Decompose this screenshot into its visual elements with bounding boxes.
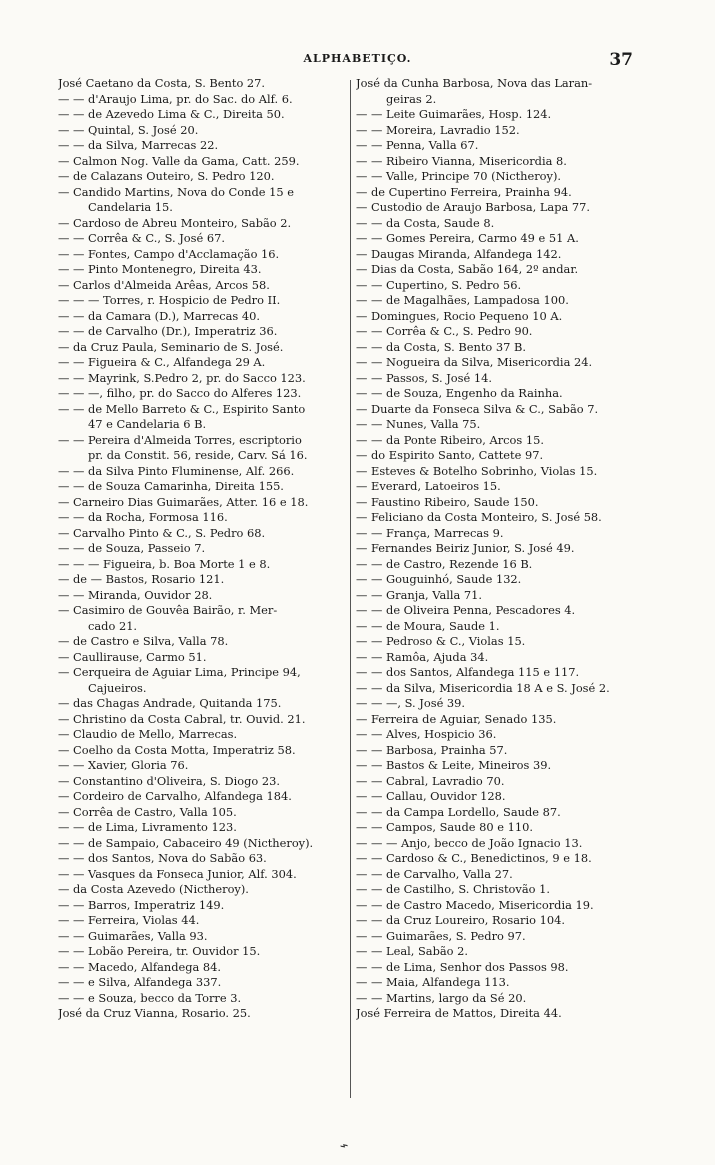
directory-entry: — — Callau, Ouvidor 128. (356, 789, 506, 803)
directory-entry: — de Cupertino Ferreira, Prainha 94. (356, 184, 572, 199)
left-column (58, 76, 348, 1022)
directory-entry: — — de Mello Barreto & C., Espirito Santo (58, 401, 306, 416)
directory-entry: — — de Castro Macedo, Misericordia 19. (356, 897, 594, 912)
directory-entry: — — Penna, Valla 67. (356, 138, 479, 152)
directory-entry: geiras 2. (386, 91, 437, 106)
directory-entry: — — Moreira, Lavradio 152. (356, 122, 520, 137)
directory-entry: — — Mayrink, S.Pedro 2, pr. do Sacco 123. (58, 370, 306, 385)
directory-entry: — — Barros, Imperatriz 149. (58, 897, 225, 912)
directory-entry: — — da Costa, S. Bento 37 B. (356, 339, 527, 354)
directory-entry: — Domingues, Rocio Pequeno 10 A. (356, 308, 563, 323)
directory-entry: — — Ramôa, Ajuda 34. (356, 649, 489, 664)
directory-entry: — — de Castilho, S. Christovão 1. (356, 882, 550, 896)
directory-entry: — — dos Santos, Nova do Sabão 63. (58, 851, 267, 865)
directory-entry: — — da Rocha, Formosa 116. (58, 510, 228, 524)
directory-entry: — — Leal, Sabão 2. (356, 944, 469, 958)
directory-entry: José Ferreira de Mattos, Direita 44. (356, 1006, 562, 1020)
directory-entry: — Cerqueira de Aguiar Lima, Principe 94, (58, 665, 301, 679)
directory-entry: — das Chagas Andrade, Quitanda 175. (58, 696, 282, 710)
directory-entry: — — da Silva, Misericordia 18 A e S. José 2. (356, 680, 610, 695)
directory-entry: — — Nunes, Valla 75. (356, 417, 481, 431)
page-number: 37 (609, 50, 633, 70)
directory-entry: — — Valle, Principe 70 (Nictheroy). (356, 169, 562, 183)
directory-entry: — Daugas Miranda, Alfandega 142. (356, 246, 562, 261)
directory-entry: — — Gomes Pereira, Carmo 49 e 51 A. (356, 231, 579, 245)
directory-entry: — — de Lima, Senhor dos Passos 98. (356, 959, 569, 974)
directory-entry: — — de Oliveira Penna, Pescadores 4. (356, 603, 576, 617)
directory-entry: — — Passos, S. José 14. (356, 370, 492, 385)
directory-entry: — — Pinto Montenegro, Direita 43. (58, 262, 262, 276)
directory-entry: — de Castro e Silva, Valla 78. (58, 634, 229, 648)
directory-entry: — Corrêa de Castro, Valla 105. (58, 804, 237, 819)
directory-entry: — — Leite Guimarães, Hosp. 124. (356, 107, 552, 121)
directory-entry: — de — Bastos, Rosario 121. (58, 572, 225, 586)
ink-mark-icon: ⌁ (337, 1137, 351, 1155)
directory-entry: — — Campos, Saude 80 e 110. (356, 820, 533, 834)
directory-entry: — Coelho da Costa Motta, Imperatriz 58. (58, 742, 296, 757)
directory-entry: — — —, S. José 39. (356, 696, 466, 710)
directory-entry: — — Gouguinhó, Saude 132. (356, 572, 522, 586)
directory-entry: José da Cruz Vianna, Rosario. 25. (58, 1006, 251, 1020)
directory-entry: — Carvalho Pinto & C., S. Pedro 68. (58, 525, 266, 540)
directory-entry: — — Quintal, S. José 20. (58, 122, 199, 137)
directory-entry: — Casimiro de Gouvêa Bairão, r. Mer- (58, 603, 278, 617)
directory-entry: — Candido Martins, Nova do Conde 15 e (58, 184, 294, 199)
directory-entry: — — de Castro, Rezende 16 B. (356, 556, 533, 571)
directory-entry: — — Alves, Hospicio 36. (356, 727, 497, 741)
directory-entry: — — Guimarães, S. Pedro 97. (356, 928, 526, 943)
directory-entry: — — da Silva, Marrecas 22. (58, 138, 219, 152)
directory-entry: — — Lobão Pereira, tr. Ouvidor 15. (58, 944, 261, 958)
directory-entry: — Christino da Costa Cabral, tr. Ouvid. 21. (58, 711, 306, 726)
directory-entry: — — Fontes, Campo d'Acclamação 16. (58, 246, 280, 261)
directory-entry: — — Xavier, Gloria 76. (58, 758, 189, 772)
directory-entry: — — Pereira d'Almeida Torres, escriptorio (58, 432, 302, 447)
directory-entry: — Ferreira de Aguiar, Senado 135. (356, 711, 557, 726)
directory-entry: 47 e Candelaria 6 B. (88, 417, 207, 431)
directory-entry: — — de Moura, Saude 1. (356, 618, 500, 633)
directory-entry: — Everard, Latoeiros 15. (356, 479, 501, 493)
directory-entry: — — Ribeiro Vianna, Misericordia 8. (356, 153, 567, 168)
directory-entry: cado 21. (88, 618, 138, 633)
directory-entry: — — da Camara (D.), Marrecas 40. (58, 308, 260, 323)
directory-entry: — — de Azevedo Lima & C., Direita 50. (58, 107, 285, 121)
directory-entry: Candelaria 15. (88, 200, 173, 214)
directory-entry: — Carlos d'Almeida Arêas, Arcos 58. (58, 277, 270, 292)
directory-entry: — da Costa Azevedo (Nictheroy). (58, 882, 249, 896)
directory-entry: — — Vasques da Fonseca Junior, Alf. 304. (58, 866, 297, 881)
directory-entry: — Duarte da Fonseca Silva & C., Sabão 7. (356, 401, 599, 416)
directory-entry: — Caullirause, Carmo 51. (58, 649, 207, 664)
directory-entry: — — da Silva Pinto Fluminense, Alf. 266. (58, 463, 295, 478)
directory-entry: — — dos Santos, Alfandega 115 e 117. (356, 665, 580, 679)
directory-entry: — — França, Marrecas 9. (356, 525, 504, 540)
directory-entry: — — de Sampaio, Cabaceiro 49 (Nictheroy). (58, 835, 314, 850)
directory-entry: — Esteves & Botelho Sobrinho, Violas 15. (356, 463, 598, 478)
directory-entry: — Custodio de Araujo Barbosa, Lapa 77. (356, 200, 591, 214)
directory-entry: — — Granja, Valla 71. (356, 587, 483, 602)
directory-entry: — — da Cruz Loureiro, Rosario 104. (356, 913, 565, 927)
directory-entry: — — de Souza, Passeio 7. (58, 541, 206, 555)
directory-entry: — Carneiro Dias Guimarães, Atter. 16 e 18. (58, 494, 309, 509)
directory-entry: — — de Lima, Livramento 123. (58, 820, 237, 834)
directory-entry: — Cardoso de Abreu Monteiro, Sabão 2. (58, 215, 292, 230)
page-header (0, 50, 715, 70)
right-column (356, 76, 646, 1022)
directory-entry: — — da Costa, Saude 8. (356, 215, 495, 230)
directory-entry: Cajueiros. (88, 680, 147, 695)
directory-entry: — — Figueira & C., Alfandega 29 A. (58, 355, 266, 369)
directory-entry: — Fernandes Beiriz Junior, S. José 49. (356, 541, 575, 555)
directory-entry: — — e Silva, Alfandega 337. (58, 975, 222, 989)
directory-entry: — — Ferreira, Violas 44. (58, 913, 200, 927)
directory-entry: — Claudio de Mello, Marrecas. (58, 727, 238, 741)
directory-entry: — Calmon Nog. Valle da Gama, Catt. 259. (58, 153, 300, 168)
running-title: ALPHABETIÇO. (303, 52, 412, 65)
directory-entry: — — de Souza Camarinha, Direita 155. (58, 479, 284, 493)
directory-entry: José Caetano da Costa, S. Bento 27. (58, 76, 266, 90)
directory-entry: — Dias da Costa, Sabão 164, 2º andar. (356, 262, 579, 276)
directory-entry: — — Nogueira da Silva, Misericordia 24. (356, 355, 593, 369)
directory-entry: — — Cabral, Lavradio 70. (356, 773, 505, 788)
directory-entry: — — Bastos & Leite, Mineiros 39. (356, 758, 552, 772)
directory-entry: — Feliciano da Costa Monteiro, S. José 58. (356, 510, 602, 524)
directory-entry: — — de Carvalho (Dr.), Imperatriz 36. (58, 324, 278, 338)
directory-entry: José da Cunha Barbosa, Nova das Laran- (356, 76, 593, 90)
directory-entry: — — Miranda, Ouvidor 28. (58, 587, 213, 602)
directory-entry: — do Espirito Santo, Cattete 97. (356, 448, 544, 462)
directory-entry: — — e Souza, becco da Torre 3. (58, 990, 242, 1005)
directory-entry: — — Corrêa & C., S. Pedro 90. (356, 324, 533, 338)
directory-entry: — — Barbosa, Prainha 57. (356, 742, 508, 757)
directory-entry: — — Martins, largo da Sé 20. (356, 990, 527, 1005)
column-divider (350, 80, 351, 1098)
directory-entry: — — da Ponte Ribeiro, Arcos 15. (356, 432, 544, 447)
directory-entry: — — — Torres, r. Hospicio de Pedro II. (58, 293, 281, 307)
directory-entry: — — da Campa Lordello, Saude 87. (356, 804, 561, 819)
directory-entry: — — de Magalhães, Lampadosa 100. (356, 293, 569, 307)
directory-entry: — da Cruz Paula, Seminario de S. José. (58, 339, 284, 354)
directory-entry: — — de Carvalho, Valla 27. (356, 866, 513, 881)
directory-entry: — Cordeiro de Carvalho, Alfandega 184. (58, 789, 292, 803)
directory-entry: — — Maia, Alfandega 113. (356, 975, 510, 989)
directory-entry: — — Pedroso & C., Violas 15. (356, 634, 526, 648)
directory-entry: — — — Figueira, b. Boa Morte 1 e 8. (58, 556, 271, 571)
directory-entry: — de Calazans Outeiro, S. Pedro 120. (58, 169, 275, 183)
directory-entry: — Constantino d'Oliveira, S. Diogo 23. (58, 773, 281, 788)
directory-entry: — — Macedo, Alfandega 84. (58, 959, 222, 974)
directory-entry: — — de Souza, Engenho da Rainha. (356, 386, 563, 400)
directory-entry: — — Cupertino, S. Pedro 56. (356, 277, 522, 292)
directory-entry: — Faustino Ribeiro, Saude 150. (356, 494, 539, 509)
directory-entry: — — — Anjo, becco de João Ignacio 13. (356, 835, 583, 850)
directory-entry: — — d'Araujo Lima, pr. do Sac. do Alf. 6. (58, 91, 293, 106)
directory-entry: — — Cardoso & C., Benedictinos, 9 e 18. (356, 851, 592, 865)
directory-entry: — — —, filho, pr. do Sacco do Alferes 123. (58, 386, 302, 400)
directory-entry: pr. da Constit. 56, reside, Carv. Sá 16. (88, 448, 308, 462)
directory-entry: — — Guimarães, Valla 93. (58, 928, 208, 943)
directory-entry: — — Corrêa & C., S. José 67. (58, 231, 225, 245)
